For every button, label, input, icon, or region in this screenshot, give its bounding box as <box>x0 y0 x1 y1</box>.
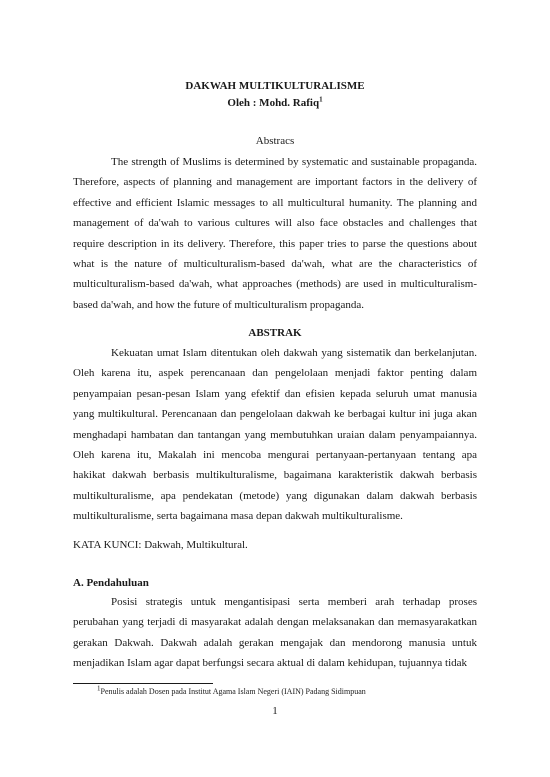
abstract-en-text: The strength of Muslims is determined by systematic and sustainable propaganda. Therefore, aspects of planning and management are important factors in the delivery of effective and efficient Islamic messages to all multicultural humanity. The planning and management of da'wah to various cultures will also face obstacles and challenges that require description in its delivery. Therefore, this paper tries to parse the questions about what is the nature of multiculturalism-based da'wah, what are the characteristics of multiculturalism-based da'wah, what approaches (methods) are used in multiculturalism-based da'wah, and how the future of multiculturalism propaganda. <box>73 156 477 311</box>
abstract-id-text: Kekuatan umat Islam ditentukan oleh dakwah yang sistematik dan berkelanjutan. Oleh karena itu, aspek perencanaan dan pengelolaan menjadi faktor penting dalam penyampaian pesan-pesan Islam yang efektif dan efisien kepada seluruh umat manusia yang multikultural. Perencanaan dan pengelolaan dakwah ke berbagai kultur ini juga akan menghadapi hambatan dan tantangan yang membutuhkan uraian dalam penyampaiannya. Oleh karena itu, Makalah ini mencoba mengurai pertanyaan-pertanyaan tentang apa hakikat dakwah berbasis multikulturalisme, bagaimana karakteristik dakwah berbasis multikulturalisme, apa pendekatan (metode) yang digunakan dalam dakwah berbasis multikulturalisme, serta bagaimana masa depan dakwah multikulturalisme. <box>73 347 477 523</box>
abstract-id-heading: ABSTRAK <box>248 327 302 339</box>
section-a-heading: A. Pendahuluan <box>73 577 149 589</box>
footnote-text: Penulis adalah Dosen pada Institut Agama Islam Negeri (IAIN) Padang Sidimpuan <box>100 687 366 696</box>
section-a-text: Posisi strategis untuk mengantisipasi serta memberi arah terhadap proses perubahan yang terjadi di masyarakat adalah dengan melaksanakan dan memasyarakatkan gerakan Dakwah. Dakwah adalah gerakan mengajak dan mendorong manusia untuk menjadikan Islam agar dapat berfungsi secara aktual di dalam kehidupan, tujuannya tidak <box>73 596 477 670</box>
footnote-mark: 1 <box>97 684 101 693</box>
keywords-line: KATA KUNCI: Dakwah, Multikultural. <box>73 539 248 551</box>
page-number: 1 <box>272 705 278 717</box>
author-footnote-mark: 1 <box>319 95 323 104</box>
document-title: DAKWAH MULTIKULTURALISME <box>185 80 365 92</box>
abstract-en-heading: Abstracs <box>255 135 295 147</box>
footnote <box>97 684 366 696</box>
footnote-divider <box>73 683 213 684</box>
author-line <box>0 97 550 109</box>
author-name: Oleh : Mohd. Rafiq <box>227 97 320 109</box>
